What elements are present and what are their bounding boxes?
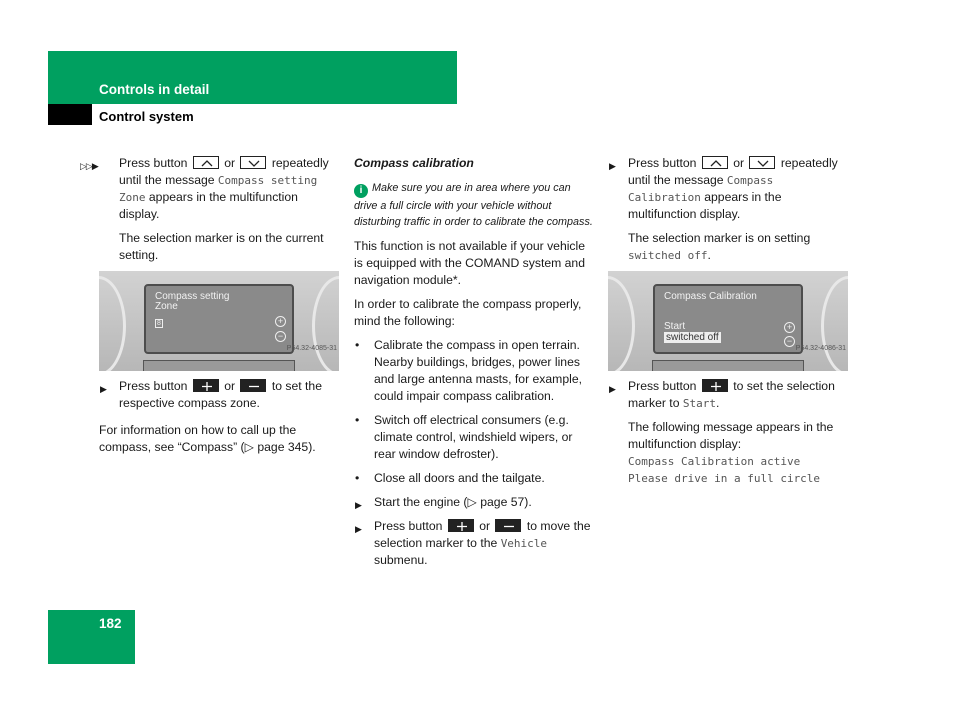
plus-button-icon	[193, 379, 219, 392]
step-result-text: The selection marker is on setting switched off.	[628, 231, 811, 262]
multifunction-display: Compass Calibration Start switched off + −	[653, 284, 803, 354]
message-calibration-active: Compass Calibration active	[628, 455, 801, 468]
calibration-intro-text: In order to calibrate the compass properly, mind the following:	[354, 297, 582, 328]
down-button-icon	[749, 156, 775, 169]
message-drive-full-circle: Please drive in a full circle	[628, 472, 821, 485]
selection-marker: switched off	[666, 332, 719, 343]
step-arrow-icon: ▶	[355, 500, 362, 510]
step-arrow-icon: ▶	[609, 161, 616, 171]
plus-icon: +	[784, 322, 795, 333]
list-item: • Switch off electrical consumers (e.g. climate control, windshield wipers, or rear window defroster).	[355, 413, 573, 461]
step-start-engine: ▶ Start the engine (▷ page 57).	[354, 494, 596, 511]
availability-text: This function is not available if your vehicle is equipped with the COMAND system and navigation module*.	[354, 239, 586, 287]
setting-switched-off: switched off	[628, 249, 708, 262]
step-select-zone-message: ▷▷▶ Press button or repeatedly until the message Compass setting Zone appears in the multifunction display.	[80, 156, 329, 221]
step-arrow-icon: ▶	[609, 384, 616, 394]
section-title: Controls in detail	[99, 82, 210, 97]
bullet-icon: •	[355, 413, 360, 427]
column-1	[80, 155, 340, 463]
step-set-zone: ▶ Press button or to set the respective compass zone.	[100, 379, 322, 410]
compass-reference-text: For information on how to call up the compass, see “Compass” (▷ page 345).	[99, 423, 316, 454]
step-arrow-icon: ▶	[100, 384, 107, 394]
column-3	[608, 155, 850, 494]
list-item: • Calibrate the compass in open terrain. Nearby buildings, bridges, power lines and large antenna masts, for example, could impair compass calibration.	[355, 338, 582, 403]
step-result-text: The selection marker is on the current setting.	[119, 231, 324, 262]
plus-button-icon	[448, 519, 474, 532]
multifunction-display: Compass setting Zone 8 + −	[144, 284, 294, 354]
step-move-marker-vehicle: ▶ Press button or to move the selection marker to the Vehicle submenu.	[355, 519, 591, 567]
step-select-calibration-message: ▶ Press button or repeatedly until the message Compass Calibration appears in the multifunction display.	[609, 156, 838, 221]
bullet-icon: •	[355, 338, 360, 352]
display-lower-panel	[652, 360, 804, 371]
down-button-icon	[240, 156, 266, 169]
plus-button-icon	[702, 379, 728, 392]
up-button-icon	[702, 156, 728, 169]
header-marker	[48, 104, 92, 125]
page-number: 182	[99, 616, 122, 631]
display-lower-panel	[143, 360, 295, 371]
message-compass-setting-zone: Compass setting Zone	[119, 174, 318, 204]
gauge-dial-left	[99, 276, 126, 371]
minus-button-icon	[495, 519, 521, 532]
image-reference: P54.32-4086-31	[795, 345, 846, 352]
info-note: i Make sure you are in area where you can drive a full circle with your vehicle without disturbing traffic in order to calibrate the compass.	[354, 182, 593, 228]
page-number-band	[48, 610, 135, 664]
up-button-icon	[193, 156, 219, 169]
minus-icon: −	[784, 336, 795, 347]
continued-step-arrow-icon: ▷▷▶	[80, 161, 98, 171]
image-reference: P54.32-4085-31	[286, 345, 337, 352]
submenu-vehicle: Vehicle	[500, 537, 548, 550]
display-image-compass-setting	[99, 271, 339, 371]
gauge-dial-left	[608, 276, 635, 371]
marker-start: Start	[682, 397, 716, 410]
subsection-title: Control system	[99, 109, 194, 124]
compass-calibration-heading: Compass calibration	[354, 156, 474, 170]
zone-value-box: 8	[155, 319, 163, 328]
step-set-start: ▶ Press button to set the selection marker to Start.	[609, 379, 835, 410]
info-icon: i	[354, 184, 368, 198]
message-compass-calibration: Compass Calibration	[628, 174, 774, 204]
minus-icon: −	[275, 331, 286, 342]
display-image-compass-calibration	[608, 271, 848, 371]
plus-icon: +	[275, 316, 286, 327]
step-result-text: The following message appears in the multifunction display:	[628, 420, 834, 451]
minus-button-icon	[240, 379, 266, 392]
column-2	[354, 155, 596, 576]
step-arrow-icon: ▶	[355, 524, 362, 534]
bullet-icon: •	[355, 471, 360, 485]
list-item: • Close all doors and the tailgate.	[355, 471, 545, 485]
